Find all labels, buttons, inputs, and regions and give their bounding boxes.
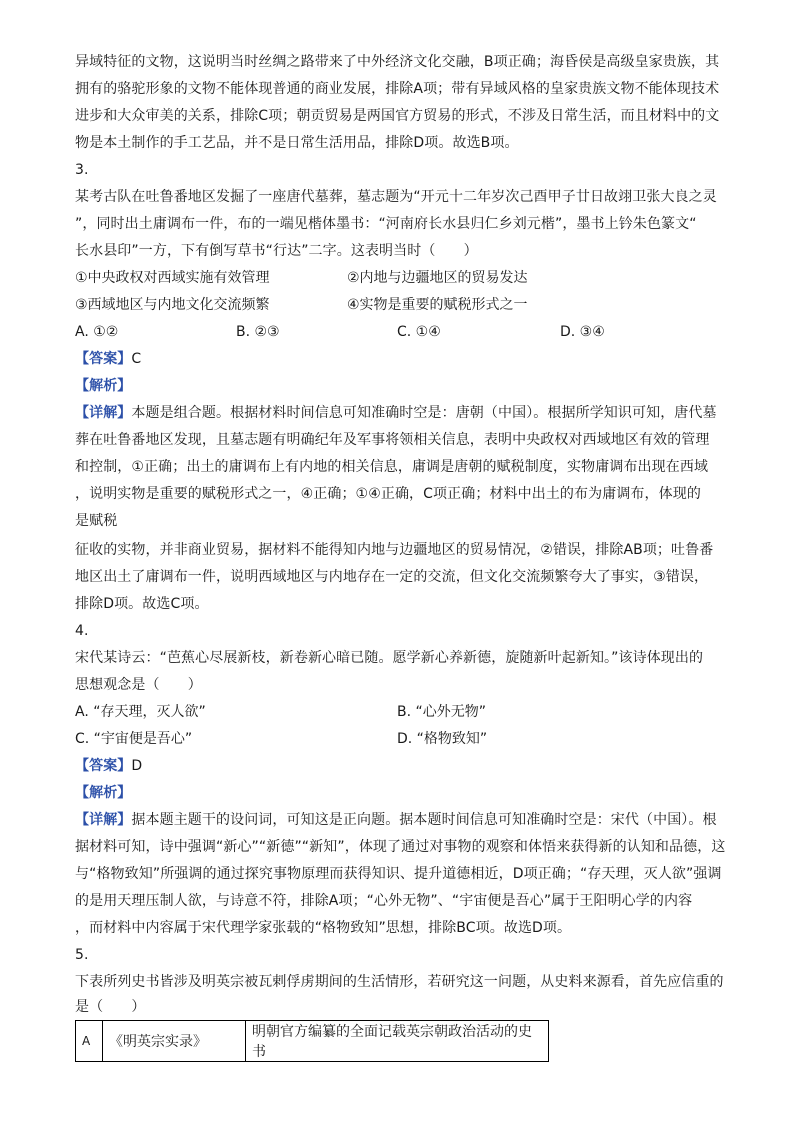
q3-detail-line: ，说明实物是重要的赋税形式之一，④正确；①④正确，C项正确；材料中出土的布为庸调布，体现的 [75,486,701,502]
q5-source-table [75,1020,549,1062]
analysis-tag: 【解析】 [75,378,132,394]
q4-analysis-heading [75,783,725,803]
detail-tag: 【详解】 [75,405,132,421]
q3-detail-line: 是赋税 [75,513,118,529]
q3-option-d: D. ③④ [560,324,605,340]
q2-text-line: 物是本土制作的手工艺品，并不是日常生活用品，排除D项。故选B项。 [75,135,519,151]
table-cell-description: 明朝官方编纂的全面记载英宗朝政治活动的史书 [246,1021,549,1062]
q2-text-line: 异域特征的文物，这说明当时丝绸之路带来了中外经济文化交融，B项正确；海昏侯是高级皇家贵族，其 [75,54,720,70]
analysis-tag: 【解析】 [75,785,132,801]
answer-tag: 【答案】 [75,758,132,774]
detail-tag: 【详解】 [75,812,132,828]
q3-detail-line: 地区出土了庸调布一件，说明西域地区与内地存在一定的交流，但文化交流频繁夸大了事实，③错误， [75,569,709,585]
answer-tag: 【答案】 [75,351,132,367]
q4-detail-line: ，而材料中内容属于宋代理学家张载的“格物致知”思想，排除BC项。故选D项。 [75,920,572,936]
answer-value: C [131,351,142,367]
q3-number: 3. [75,162,89,178]
q5-stem-line: 是（ ） [75,999,146,1015]
q5-stem-line: 下表所列史书皆涉及明英宗被瓦剌俘虏期间的生活情形，若研究这一问题，从史料来源看，首先应信重的 [75,974,724,990]
q4-option-c: C. “宇宙便是吾心” [75,731,193,747]
q2-text-line: 进步和大众审美的关系，排除C项；朝贡贸易是两国官方贸易的形式，不涉及日常生活，而且材料中的文 [75,108,720,124]
q3-detail-line: 和控制，①正确；出土的庸调布上有内地的相关信息，庸调是唐朝的赋税制度，实物庸调布出现在西域 [75,459,709,475]
q3-option-b: B. ②③ [236,324,280,340]
q3-detail-line: 葬在吐鲁番地区发现，且墓志题有明确纪年及军事将领相关信息，表明中央政权对西域地区有效的管理 [75,432,710,448]
table-row [76,1021,549,1062]
q3-stem-line: 长水县印”一方，下有倒写草书“行达”二字。这表明当时（ ） [75,243,478,259]
q4-option-a: A. “存天理，灭人欲” [75,704,206,720]
table-cell-letter: A [76,1021,103,1062]
q3-statement-1: ①中央政权对西域实施有效管理 [75,270,270,286]
q3-stem-line: 某考古队在吐鲁番地区发掘了一座唐代墓葬，墓志题为“开元十二年岁次己酉甲子廿日故翊卫张大良之灵 [75,189,717,205]
q2-text-line: 拥有的骆驼形象的文物不能体现普通的商业发展，排除A项；带有异域风格的皇家贵族文物不能体现技术 [75,81,720,97]
q3-option-c: C. ①④ [397,324,441,340]
q4-detail-line: 与“格物致知”所强调的通过探究事物原理而获得知识、提升道德相近，D项正确；“存天理，灭人欲”强调 [75,866,722,882]
table-cell-book: 《明英宗实录》 [103,1021,246,1062]
q3-stem-line: ”，同时出土庸调布一件，布的一端见楷体墨书：“河南府长水县归仁乡刘元楷”，墨书上钤朱色篆文“ [75,216,697,232]
q4-option-d: D. “格物致知” [397,731,488,747]
q3-option-a: A. ①② [75,324,119,340]
q4-option-b: B. “心外无物” [397,704,487,720]
q4-number: 4. [75,623,89,639]
answer-value: D [131,758,143,774]
q3-detail-line: 征收的实物，并非商业贸易，据材料不能得知内地与边疆地区的贸易情况，②错误，排除AB项；吐鲁番 [75,542,714,558]
q3-statement-2: ②内地与边疆地区的贸易发达 [347,270,528,286]
q4-stem-line: 宋代某诗云：“芭蕉心尽展新枝，新卷新心暗已随。愿学新心养新德，旋随新叶起新知。”该诗体现出的 [75,650,704,666]
q4-stem-line: 思想观念是（ ） [75,677,202,693]
q5-number: 5. [75,947,89,963]
q3-detail-line: 【详解】本题是组合题。根据材料时间信息可知准确时空是：唐朝（中国）。根据所学知识可知，唐代墓 [75,405,717,421]
q4-answer [75,756,725,776]
q3-answer [75,349,725,369]
q3-statement-4: ④实物是重要的赋税形式之一 [347,297,528,313]
q3-statement-3: ③西域地区与内地文化交流频繁 [75,297,270,313]
q4-detail-line: 【详解】据本题主题干的设问词，可知这是正向题。据本题时间信息可知准确时空是：宋代（中国）。根 [75,812,717,828]
q4-detail-line: 的是用天理压制人欲，与诗意不符，排除A项；“心外无物”、“宇宙便是吾心”属于王阳明心学的内容 [75,893,693,909]
q3-detail-line: 排除D项。故选C项。 [75,596,209,612]
q4-detail-line: 据材料可知，诗中强调“新心”“新德”“新知”，体现了通过对事物的观察和体悟来获得新的认知和品德，这 [75,839,726,855]
q3-analysis-heading [75,376,725,396]
